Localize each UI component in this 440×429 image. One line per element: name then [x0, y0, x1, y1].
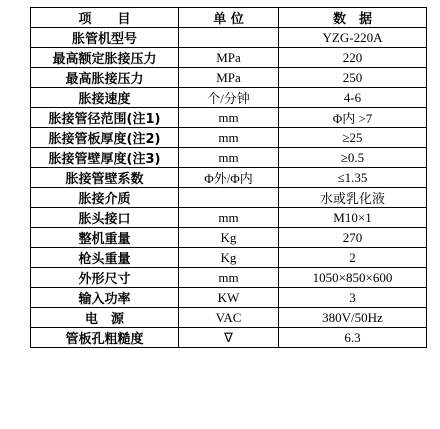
- row-item: 枪头重量: [31, 248, 179, 268]
- table-row: [31, 88, 427, 108]
- header-value: 数 据: [279, 8, 427, 28]
- row-value: M10×1: [279, 208, 427, 228]
- table-row: [31, 268, 427, 288]
- row-value: 270: [279, 228, 427, 248]
- row-value: 水或乳化液: [279, 188, 427, 208]
- table-row: [31, 68, 427, 88]
- header-unit: 单 位: [179, 8, 279, 28]
- row-value: 250: [279, 68, 427, 88]
- spec-table-wrapper: [30, 7, 427, 348]
- row-item: 胀接管壁系数: [31, 168, 179, 188]
- header-item: 项 目: [31, 8, 179, 28]
- row-item: 胀头接口: [31, 208, 179, 228]
- table-row: [31, 168, 427, 188]
- row-unit: Kg: [179, 248, 279, 268]
- row-item: 外形尺寸: [31, 268, 179, 288]
- row-unit: KW: [179, 288, 279, 308]
- table-row: [31, 308, 427, 328]
- row-value: 1050×850×600: [279, 268, 427, 288]
- row-unit: 个/分钟: [179, 88, 279, 108]
- row-value: ≥25: [279, 128, 427, 148]
- row-value: ≥0.5: [279, 148, 427, 168]
- table-row: [31, 108, 427, 128]
- table-row: [31, 288, 427, 308]
- row-item: 胀管机型号: [31, 28, 179, 48]
- table-row: [31, 28, 427, 48]
- row-item: 最高额定胀接压力: [31, 48, 179, 68]
- row-unit: VAC: [179, 308, 279, 328]
- table-row: [31, 328, 427, 348]
- table-header-row: [31, 8, 427, 28]
- row-value: 380V/50Hz: [279, 308, 427, 328]
- row-unit: MPa: [179, 48, 279, 68]
- row-unit: mm: [179, 108, 279, 128]
- table-row: [31, 208, 427, 228]
- table-row: [31, 248, 427, 268]
- row-item: 胀接速度: [31, 88, 179, 108]
- table-row: [31, 148, 427, 168]
- row-unit: mm: [179, 268, 279, 288]
- row-unit: Φ外/Φ内: [179, 168, 279, 188]
- row-item: 电 源: [31, 308, 179, 328]
- row-item: 管板孔粗糙度: [31, 328, 179, 348]
- row-unit: mm: [179, 208, 279, 228]
- row-unit: MPa: [179, 68, 279, 88]
- row-value: 4-6: [279, 88, 427, 108]
- row-item: 整机重量: [31, 228, 179, 248]
- row-value: 3: [279, 288, 427, 308]
- row-value: 220: [279, 48, 427, 68]
- row-item: 胀接管径范围(注1): [31, 108, 179, 128]
- row-item: 胀接介质: [31, 188, 179, 208]
- table-row: [31, 48, 427, 68]
- row-unit: mm: [179, 128, 279, 148]
- row-unit: [179, 28, 279, 48]
- row-item: 胀接管板厚度(注2): [31, 128, 179, 148]
- row-unit: [179, 188, 279, 208]
- row-unit: Kg: [179, 228, 279, 248]
- table-row: [31, 228, 427, 248]
- row-value: 2: [279, 248, 427, 268]
- table-row: [31, 128, 427, 148]
- spec-table: [30, 7, 427, 348]
- row-value: YZG-220A: [279, 28, 427, 48]
- row-item: 胀接管壁厚度(注3): [31, 148, 179, 168]
- row-unit: ∇: [179, 328, 279, 348]
- row-unit: mm: [179, 148, 279, 168]
- row-value: Φ内 >7: [279, 108, 427, 128]
- row-value: ≤1.35: [279, 168, 427, 188]
- row-value: 6.3: [279, 328, 427, 348]
- table-row: [31, 188, 427, 208]
- row-item: 最高胀接压力: [31, 68, 179, 88]
- row-item: 输入功率: [31, 288, 179, 308]
